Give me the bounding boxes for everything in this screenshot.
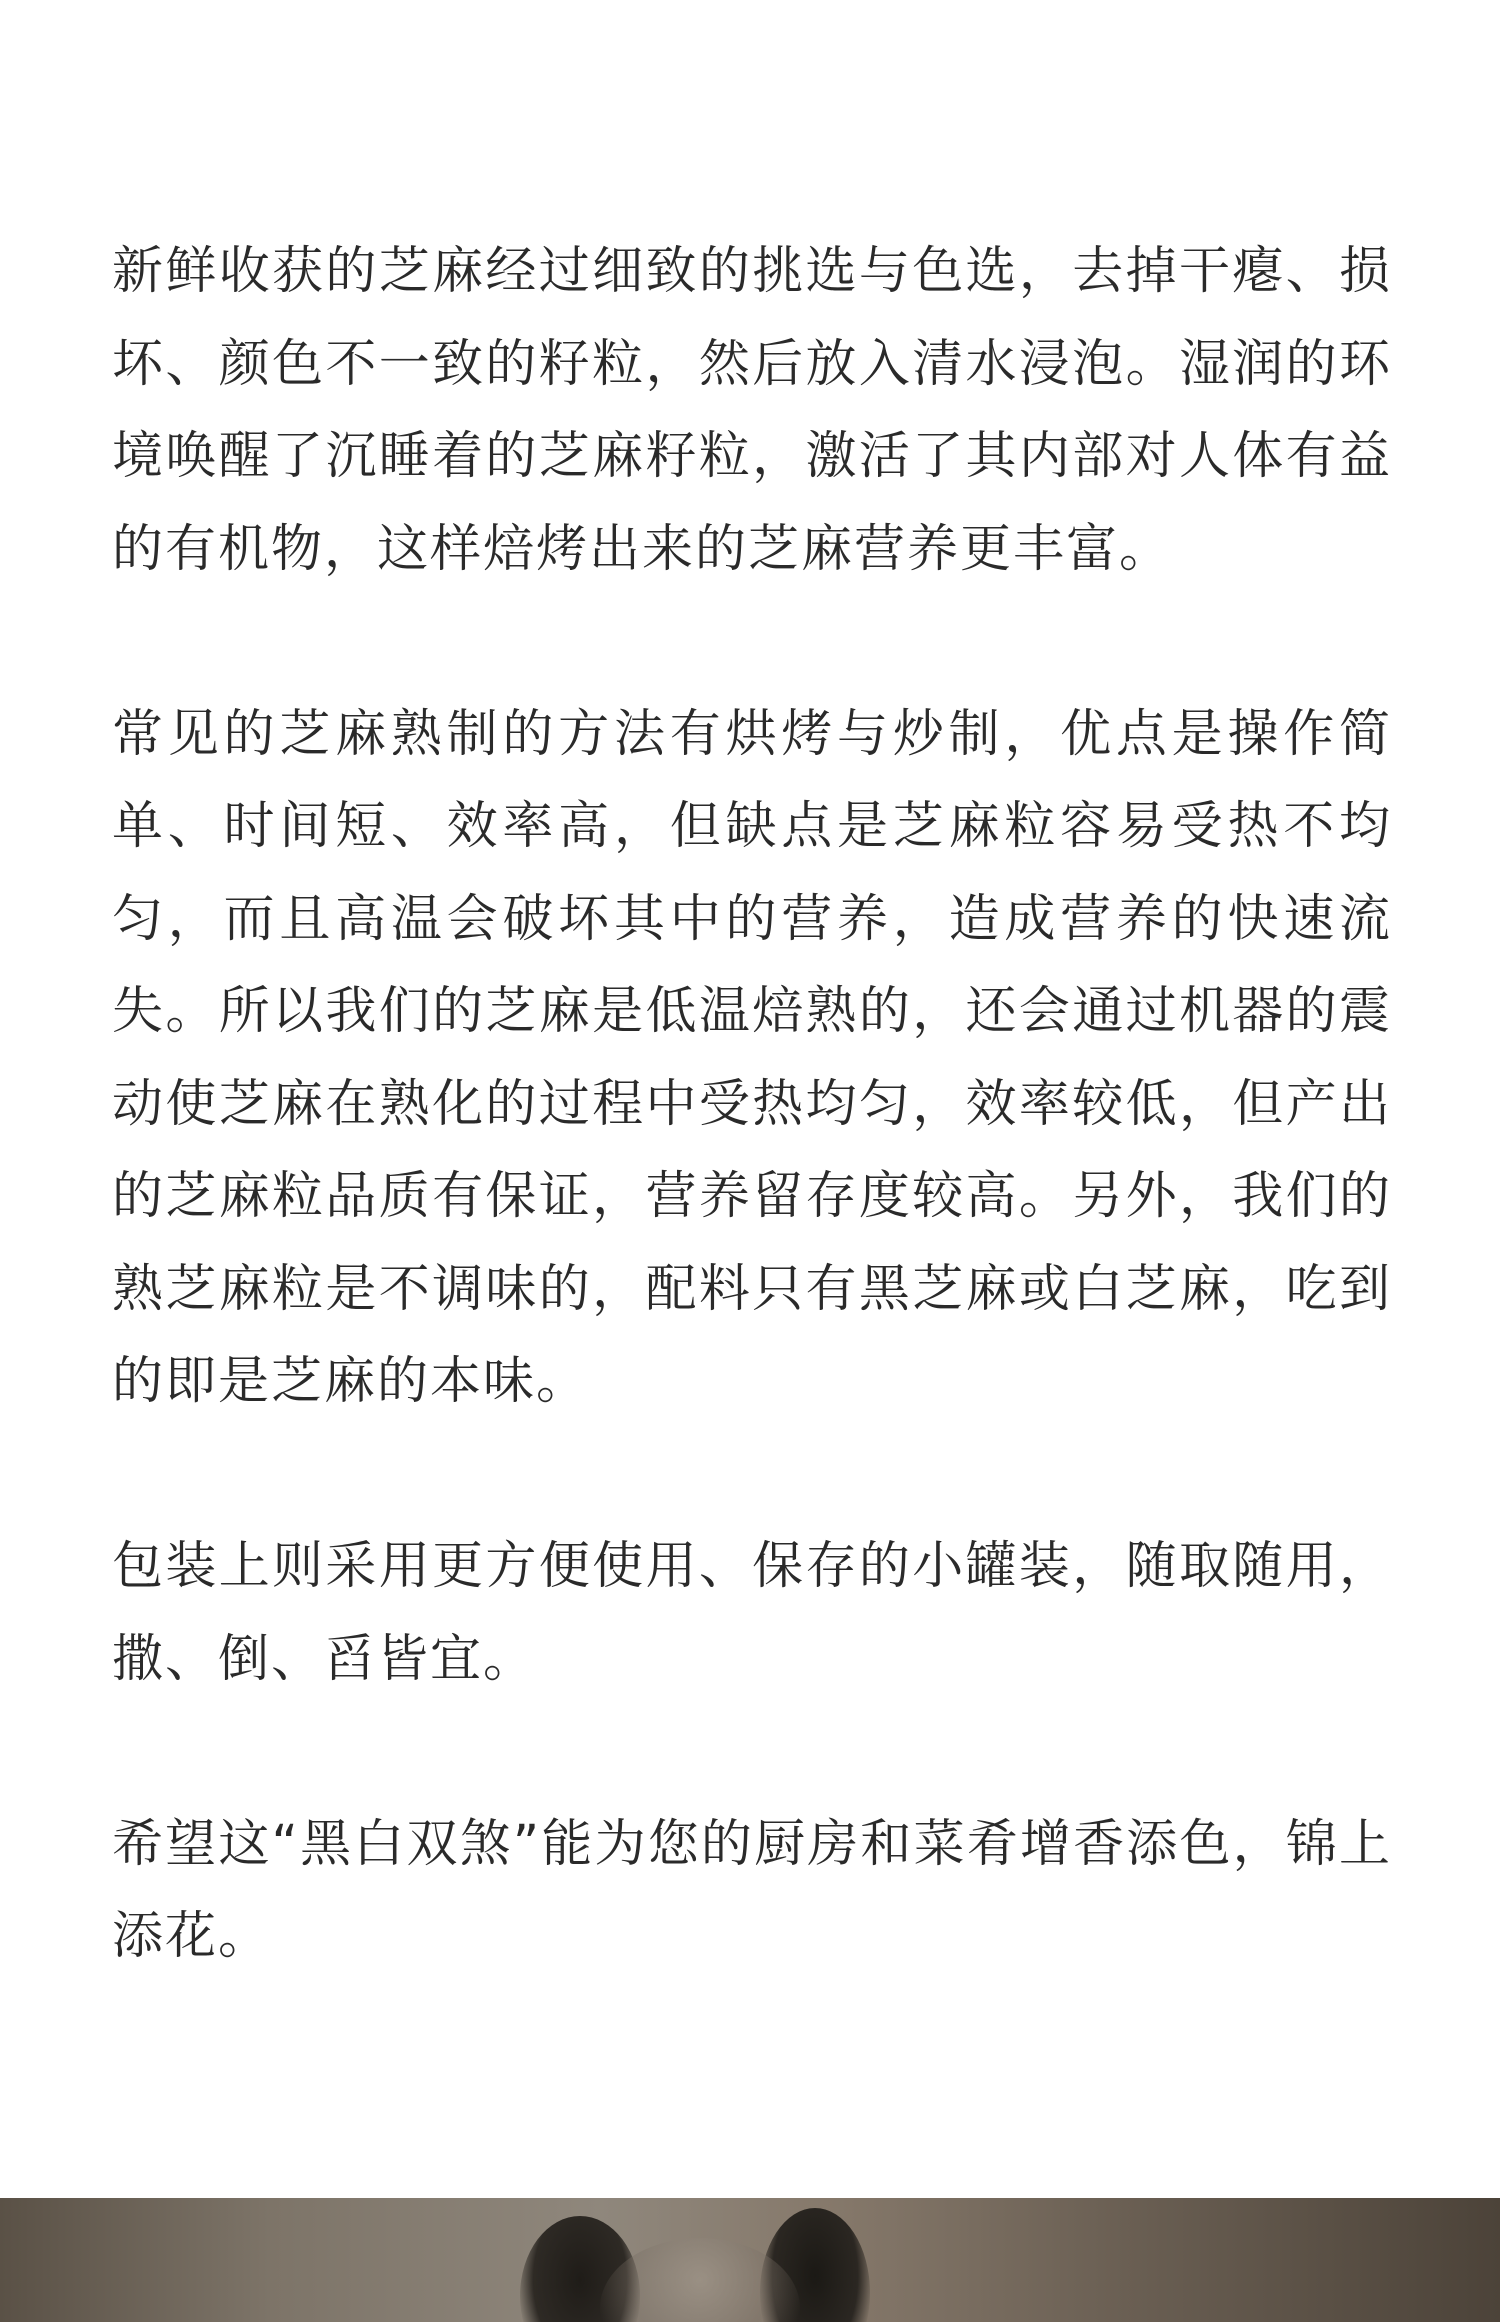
paragraph-packaging: 包装上则采用更方便使用、保存的小罐装，随取随用，撒、倒、舀皆宜。 <box>112 1537 1392 1689</box>
article-body <box>112 226 1392 1984</box>
paragraph-closing: 希望这“黑白双煞”能为您的厨房和菜肴增香添色，锦上添花。 <box>112 1814 1392 1966</box>
paragraph-preparation: 新鲜收获的芝麻经过细致的挑选与色选，去掉干瘪、损坏、颜色不一致的籽粒，然后放入清水浸泡。湿润的环境唤醒了沉睡着的芝麻籽粒，激活了其内部对人体有益的有机物，这样焙烤出来的芝麻营养更丰富。 <box>112 242 1392 579</box>
paragraph-roasting-method: 常见的芝麻熟制的方法有烘烤与炒制，优点是操作简单、时间短、效率高，但缺点是芝麻粒容易受热不均匀，而且高温会破坏其中的营养，造成营养的快速流失。所以我们的芝麻是低温焙熟的，还会通过机器的震动使芝麻在熟化的过程中受热均匀，效率较低，但产出的芝麻粒品质有保证，营养留存度较高。另外，我们的熟芝麻粒是不调味的，配料只有黑芝麻或白芝麻，吃到的即是芝麻的本味。 <box>112 704 1392 1411</box>
product-photo <box>0 2198 1500 2322</box>
